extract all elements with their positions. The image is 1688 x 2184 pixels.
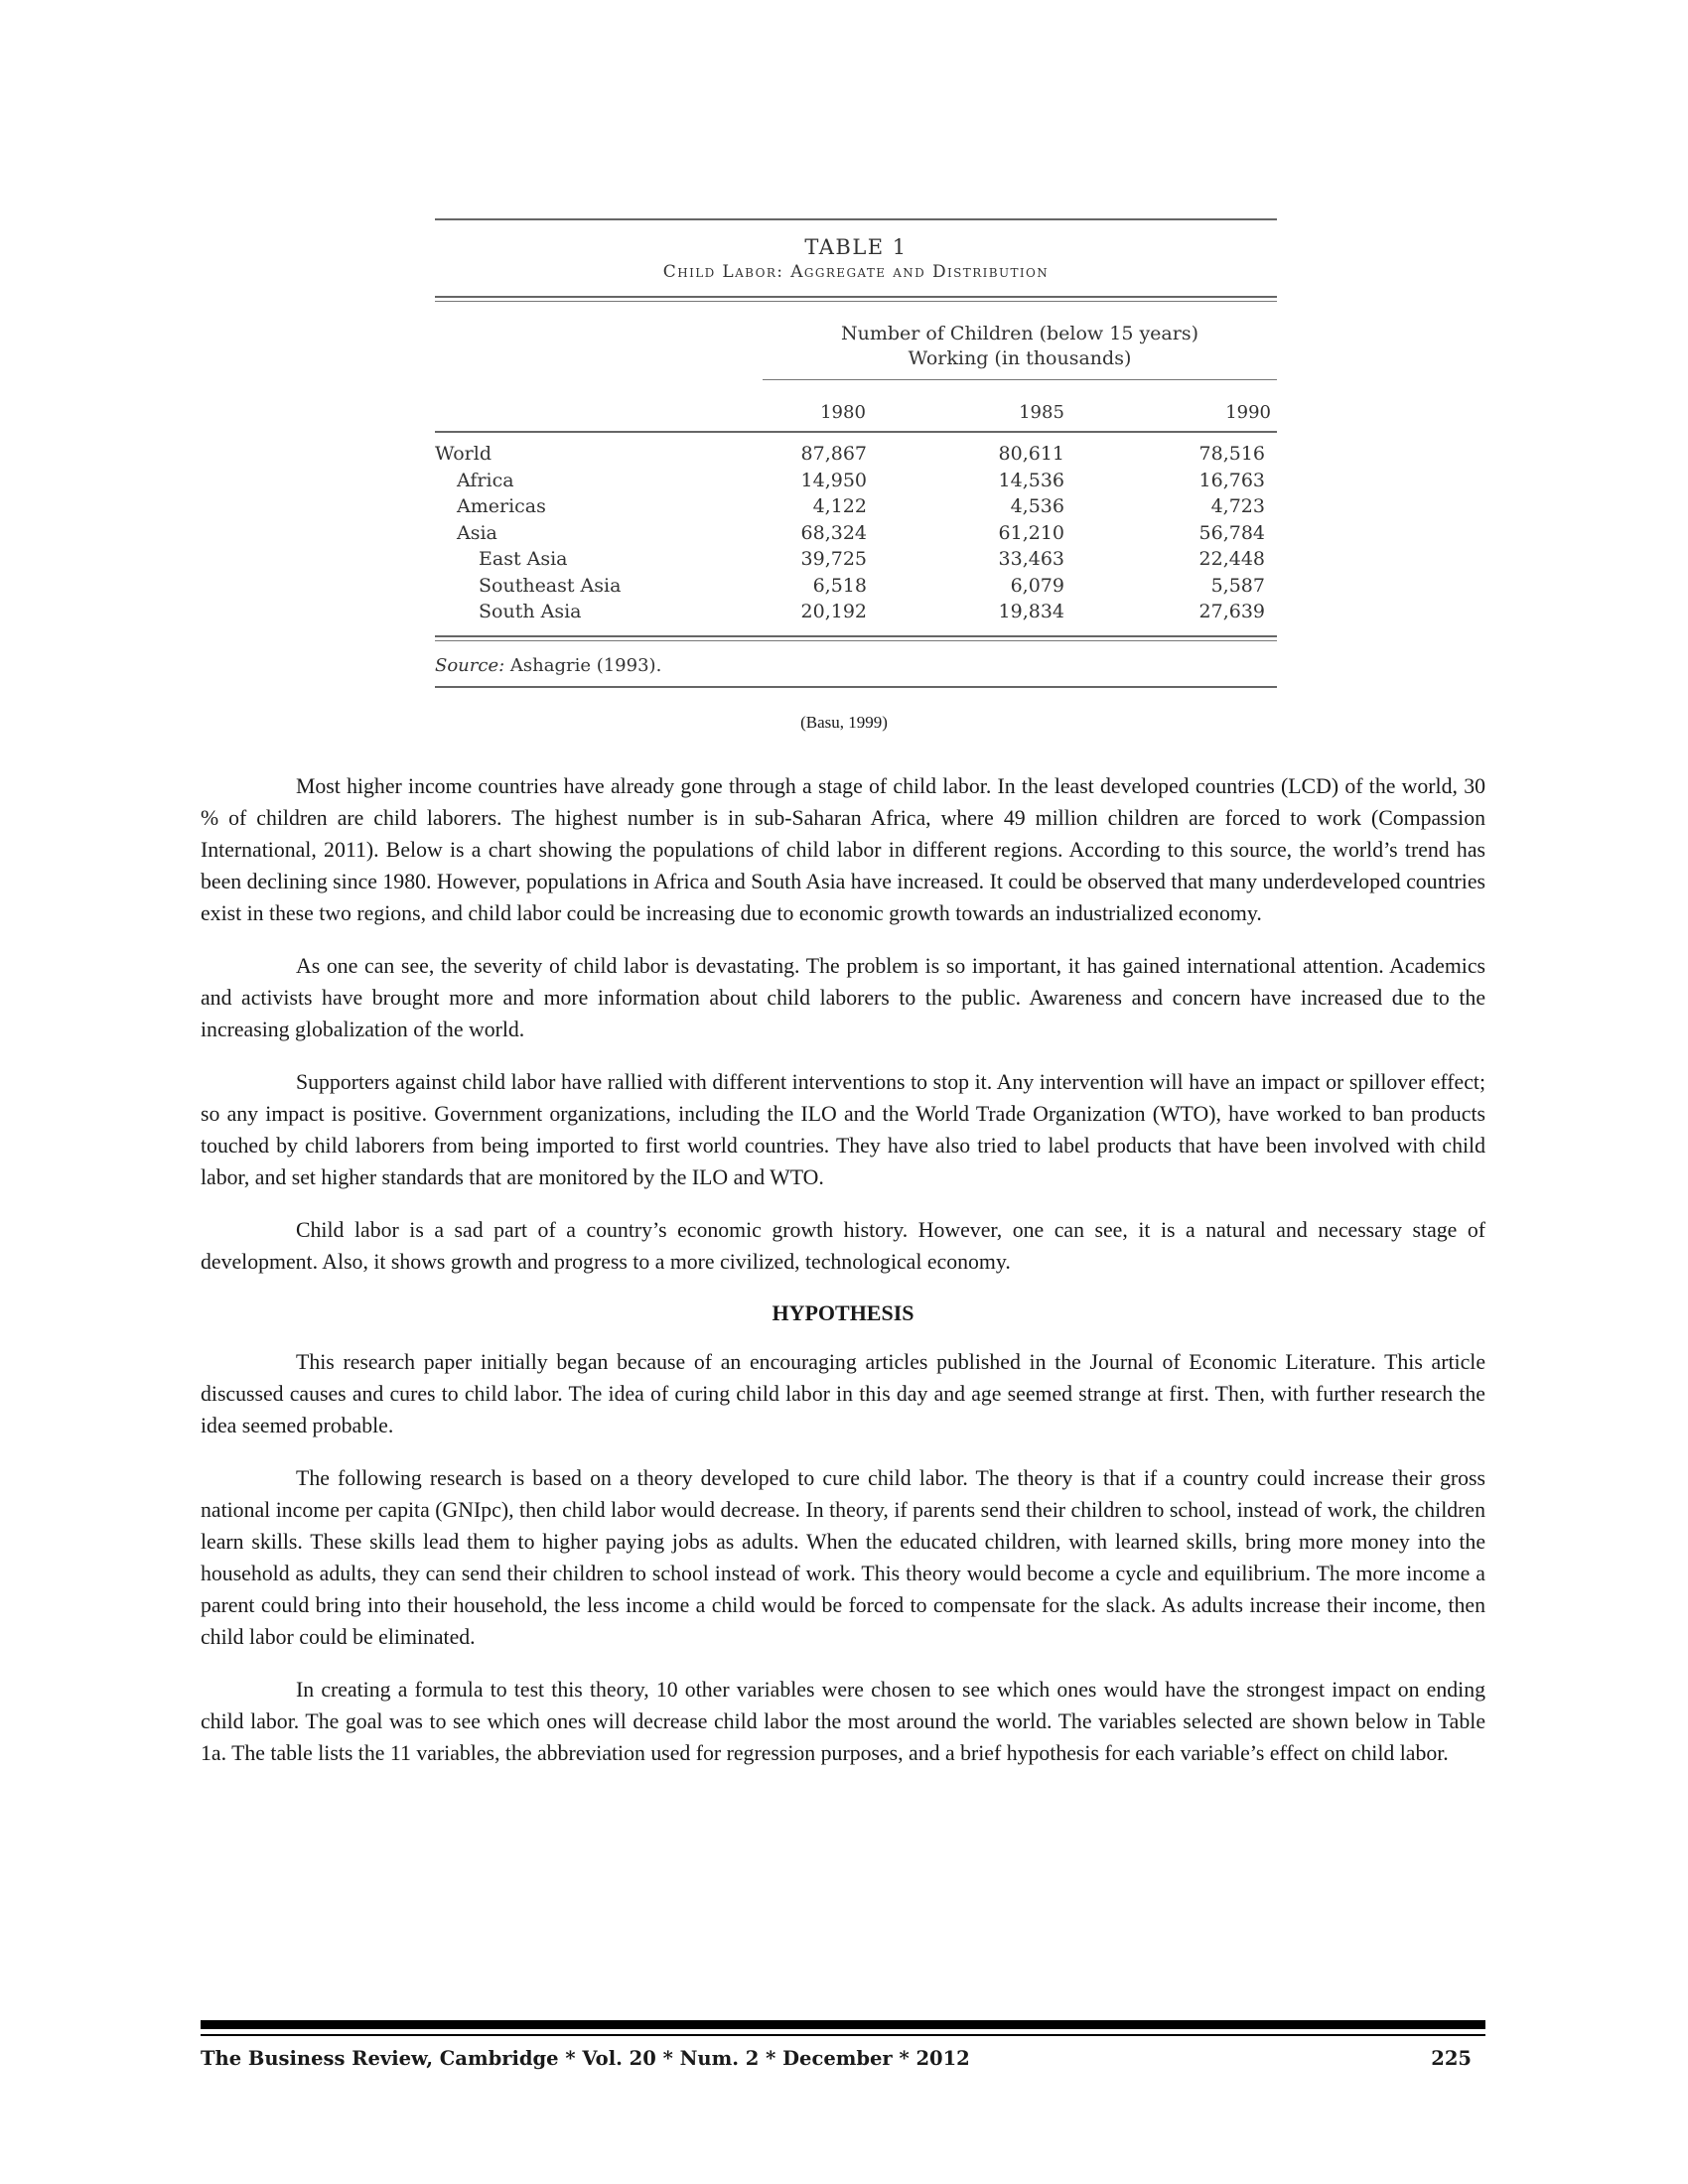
year-header: 1990 xyxy=(1225,402,1271,423)
section-heading: HYPOTHESIS xyxy=(772,1300,914,1325)
table-group-header xyxy=(435,302,1277,399)
table-cell: 6,518 xyxy=(812,574,867,597)
table-cell: 68,324 xyxy=(800,521,867,544)
group-header-rule xyxy=(763,379,1277,380)
journal-citation: The Business Review, Cambridge * Vol. 20 * Num. 2 * December * 2012 xyxy=(201,2047,970,2070)
year-header: 1980 xyxy=(820,402,866,423)
page-number: 225 xyxy=(1431,2047,1472,2070)
table-cell: 14,950 xyxy=(800,469,867,491)
table-cell: 27,639 xyxy=(1198,601,1265,622)
row-label: Southeast Asia xyxy=(479,574,622,597)
table-cell: 80,611 xyxy=(998,443,1064,465)
table-row xyxy=(435,441,1277,468)
table-figure xyxy=(435,218,1277,688)
row-label: Africa xyxy=(457,469,514,491)
table-cell: 5,587 xyxy=(1210,574,1265,597)
row-label: Americas xyxy=(457,495,546,517)
table-top-rule xyxy=(435,218,1277,220)
source-label: Source: xyxy=(435,654,505,676)
table-cell: 39,725 xyxy=(800,548,867,570)
table-row xyxy=(435,546,1277,573)
table-cell: 16,763 xyxy=(1198,469,1265,491)
row-label: Asia xyxy=(457,521,497,544)
table-cell: 87,867 xyxy=(800,443,867,465)
table-cell: 61,210 xyxy=(998,521,1064,544)
table-cell: 22,448 xyxy=(1198,548,1265,570)
paragraph: This research paper initially began because of an encouraging articles published in the Journal of Economic Literature. This article discussed causes and cures to child labor. The idea of curing child labor in this day and age seemed strange at first. Then, with further research the idea seemed probable. xyxy=(201,1350,1485,1437)
paragraph: Most higher income countries have already gone through a stage of child labor. In the least developed countries (LCD) of the world, 30 % of children are child laborers. The highest number is in sub-Saharan Africa, where 49 million children are forced to work (Compassion International, 2011). Below is a chart showing the populations of child labor in different regions. According to this source, the world’s trend has been declining since 1980. However, populations in Africa and South Asia have increased. It could be observed that many underdeveloped countries exist in these two regions, and child labor could be increasing due to economic growth towards an industrialized economy. xyxy=(201,774,1485,925)
row-label: World xyxy=(435,443,492,465)
table-row xyxy=(435,493,1277,520)
paragraph: In creating a formula to test this theory, 10 other variables were chosen to see which ones would have the strongest impact on ending child labor. The goal was to see which ones will decrease child labor the most around the world. The variables selected are shown below in Table 1a. The table lists the 11 variables, the abbreviation used for regression purposes, and a brief hypothesis for each variable’s effect on child labor. xyxy=(201,1678,1485,1765)
footer-rule xyxy=(201,2020,1485,2029)
table-end-rule xyxy=(435,686,1277,688)
source-text: Ashagrie (1993). xyxy=(504,654,662,676)
year-header-row xyxy=(435,399,1277,433)
figure-caption: (Basu, 1999) xyxy=(800,713,888,732)
paragraph: Supporters against child labor have rallied with different interventions to stop it. Any intervention will have an impact or spillover effect; so any impact is positive. Government organizations, including the ILO and the World Trade Organization (WTO), have worked to ban products touched by child laborers from being imported to first world countries. They have also tried to label products that have been involved with child labor, and set higher standards that are monitored by the ILO and WTO. xyxy=(201,1070,1485,1189)
table-cell: 4,122 xyxy=(812,495,867,517)
paragraph: Child labor is a sad part of a country’s economic growth history. However, one can see, it is a natural and necessary stage of development. Also, it shows growth and progress to a more civilized, technological economy. xyxy=(201,1218,1485,1274)
table-cell: 4,723 xyxy=(1210,495,1265,517)
table-body xyxy=(435,433,1277,635)
group-header-line1: Number of Children (below 15 years) xyxy=(840,323,1199,344)
paragraph: As one can see, the severity of child labor is devastating. The problem is so important, it has gained international attention. Academics and activists have brought more and more information about child laborers to the public. Awareness and concern have increased due to the increasing globalization of the world. xyxy=(201,954,1485,1041)
group-header-line2: Working (in thousands) xyxy=(908,347,1132,369)
table-cell: 33,463 xyxy=(998,548,1064,570)
table-source xyxy=(435,641,1277,686)
table-row xyxy=(435,599,1277,625)
row-label: South Asia xyxy=(479,601,582,622)
table-title: TABLE 1 xyxy=(804,235,908,259)
row-label: East Asia xyxy=(479,548,568,570)
footer-rule-thin xyxy=(201,2034,1485,2036)
table-row xyxy=(435,573,1277,600)
table-subtitle: Child Labor: Aggregate and Distribution xyxy=(662,262,1050,282)
table-cell: 78,516 xyxy=(1198,443,1265,465)
table-cell: 19,834 xyxy=(998,601,1064,622)
table-row xyxy=(435,468,1277,494)
table-cell: 14,536 xyxy=(998,469,1064,491)
table-cell: 6,079 xyxy=(1010,574,1064,597)
body-text xyxy=(201,770,1485,1790)
table-cell: 4,536 xyxy=(1010,495,1064,517)
paragraph: The following research is based on a theory developed to cure child labor. The theory is that if a country could increase their gross national income per capita (GNIpc), then child labor would decrease. In theory, if parents send their children to school, instead of work, the children learn skills. These skills lead them to higher paying jobs as adults. When the educated children, with learned skills, bring more money into the household as adults, they can send their children to school instead of work. This theory would become a cycle and equilibrium. The more income a parent could bring into their household, the less income a child would be forced to compensate for the slack. As adults increase their income, then child labor could be eliminated. xyxy=(201,1466,1485,1649)
table-row xyxy=(435,520,1277,547)
table-cell: 56,784 xyxy=(1198,521,1265,544)
table-cell: 20,192 xyxy=(800,601,867,622)
year-header: 1985 xyxy=(1019,402,1064,423)
